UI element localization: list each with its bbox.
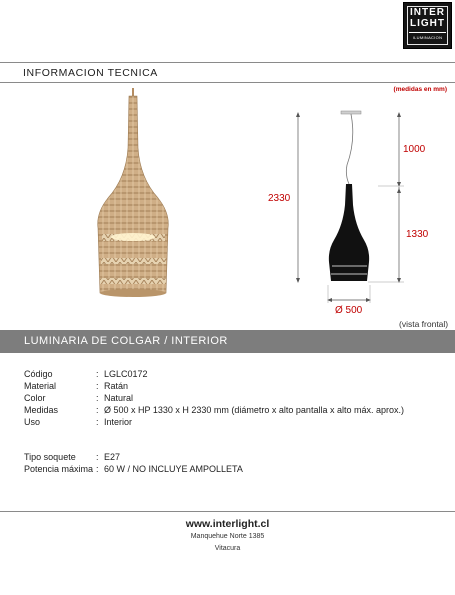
spec-value: Interior (104, 417, 133, 427)
product-type-bar (0, 330, 455, 353)
product-type-title: LUMINARIA DE COLGAR / INTERIOR (24, 335, 228, 347)
logo-word-inter: INTER (410, 7, 445, 18)
units-note: (medidas en mm) (393, 86, 447, 93)
footer-website-link[interactable]: www.interlight.cl (185, 518, 270, 530)
spec-value: LGLC0172 (104, 369, 148, 379)
spec-label: Uso (24, 417, 41, 427)
spec-label: Tipo soquete (24, 452, 76, 462)
logo-word-light: LIGHT (410, 18, 445, 29)
spec-colon: : (96, 369, 99, 379)
spec-label: Código (24, 369, 53, 379)
spec-colon: : (96, 381, 99, 391)
diagram-canopy (341, 111, 361, 114)
spec-value: 60 W / NO INCLUYE AMPOLLETA (104, 464, 243, 474)
spec-value: Ø 500 x HP 1330 x H 2330 mm (diámetro x alto pantalla x alto máx. aprox.) (104, 405, 404, 415)
spec-value: Natural (104, 393, 134, 403)
spec-label: Material (24, 381, 57, 391)
spec-colon: : (96, 405, 99, 415)
dim-shade-label: 1330 (406, 229, 429, 240)
spec-label: Color (24, 393, 46, 403)
footer-city: Vitacura (214, 545, 241, 552)
footer-address: Manquehue Norte 1385 (190, 533, 265, 540)
dim-cable-label: 1000 (403, 144, 426, 155)
spec-value: Ratán (104, 381, 129, 391)
dim-total-label: 2330 (268, 193, 291, 204)
spec-label: Potencia máxima (24, 464, 94, 474)
spec-value: E27 (104, 452, 121, 462)
diagram-cable (346, 114, 352, 184)
footer-divider (0, 511, 455, 512)
spec-colon: : (96, 452, 99, 462)
logo-word-iluminacion: ILUMINACION (412, 35, 443, 40)
section-title: INFORMACION TECNICA (23, 67, 158, 79)
view-note: (vista frontal) (399, 319, 449, 329)
spec-colon: : (96, 464, 99, 474)
spec-label: Medidas (24, 405, 59, 415)
dim-diameter-label: Ø 500 (335, 305, 363, 316)
spec-colon: : (96, 417, 99, 427)
spec-colon: : (96, 393, 99, 403)
